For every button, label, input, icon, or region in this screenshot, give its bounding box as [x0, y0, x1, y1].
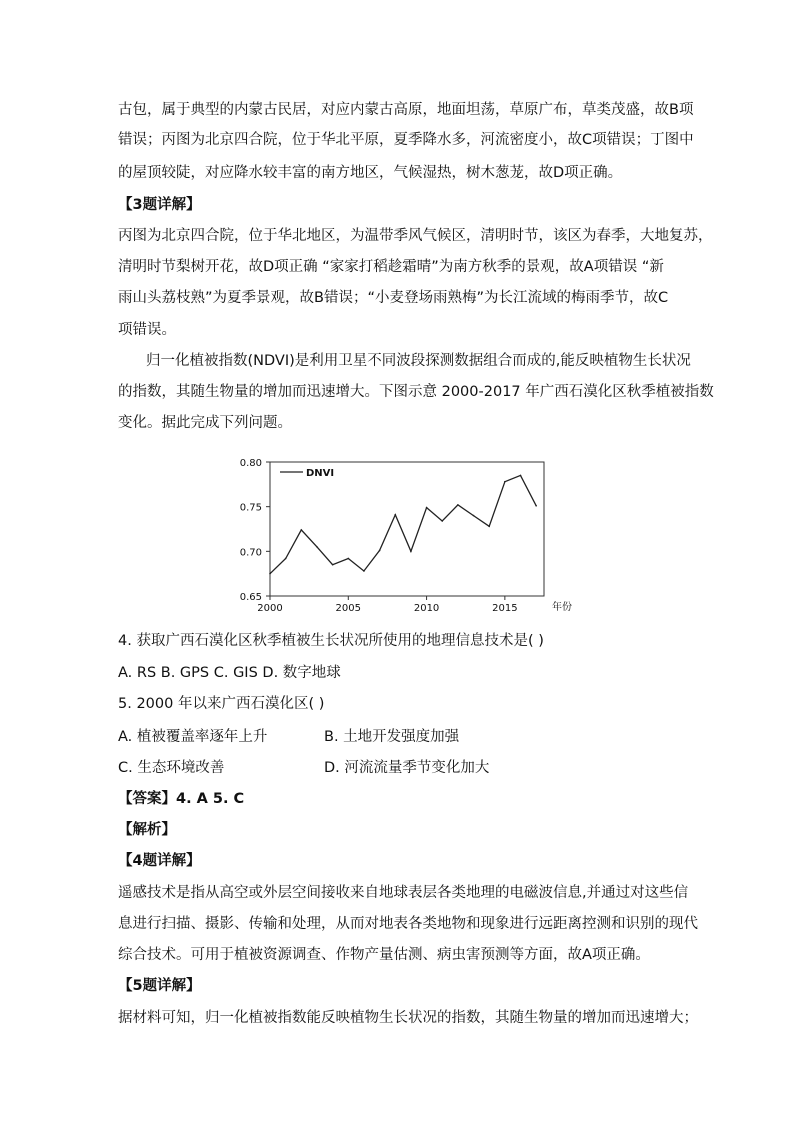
data-point	[394, 514, 396, 516]
section-heading: 【3题详解】	[118, 197, 201, 213]
paragraph-line: 综合技术。可用于植被资源调查、作物产量估测、病虫害预测等方面，故A项正确。	[118, 947, 650, 963]
material-line: 归一化植被指数(NDVI)是利用卫星不同波段探测数据组合而成的,能反映植物生长状况	[146, 353, 691, 369]
paragraph-line: 雨山头荔枝熟”为夏季景观，故B错误；“小麦登场雨熟梅”为长江流域的梅雨季节，故C	[118, 290, 669, 306]
legend-label: DNVI	[306, 468, 335, 479]
y-tick-label: 0.80	[239, 458, 262, 469]
question-5-option-c: C. 生态环境改善	[118, 760, 225, 776]
paragraph-line: 古包，属于典型的内蒙古民居，对应内蒙古高原，地面坦荡，草原广布，草类茂盛，故B项	[118, 102, 694, 118]
plot-frame	[270, 462, 544, 596]
data-point	[332, 564, 334, 566]
data-point	[301, 529, 303, 531]
data-point	[504, 481, 506, 483]
question-5-option-d: D. 河流流量季节变化加大	[324, 760, 490, 776]
question-5-option-a: A. 植被覆盖率逐年上升	[118, 729, 268, 745]
paragraph-line: 遥感技术是指从高空或外层空间接收来自地球表层各类地理的电磁波信息,并通过对这些信	[118, 885, 689, 901]
data-point	[535, 505, 537, 507]
paragraph-line: 项错误。	[118, 322, 176, 338]
data-point	[426, 507, 428, 509]
data-point	[473, 515, 475, 517]
series-line	[270, 475, 536, 573]
data-point	[441, 520, 443, 522]
analysis-heading: 【解析】	[118, 822, 176, 838]
y-tick-label: 0.70	[239, 547, 262, 559]
data-point	[269, 573, 271, 575]
x-tick-label: 2010	[413, 603, 440, 614]
series-group	[269, 475, 537, 575]
paragraph-line: 的屋顶较陡，对应降水较丰富的南方地区，气候湿热，树木葱茏，故D项正确。	[118, 165, 623, 181]
ndvi-line-chart	[228, 452, 598, 614]
data-point	[285, 558, 287, 560]
material-line: 变化。据此完成下列问题。	[118, 415, 292, 431]
x-tick-label: 2015	[492, 603, 518, 614]
paragraph-line: 息进行扫描、摄影、传输和处理，从而对地表各类地物和现象进行远距离控测和识别的现代	[118, 916, 698, 932]
x-tick-label: 2000	[257, 603, 283, 614]
paragraph-line: 丙图为北京四合院，位于华北地区，为温带季风气候区，清明时节，该区为春季，大地复苏，	[118, 228, 713, 244]
y-axis-ticks	[240, 458, 270, 603]
data-point	[457, 504, 459, 506]
material-line: 的指数，其随生物量的增加而迅速增大。下图示意 2000-2017 年广西石漠化区秋季植被指数	[118, 384, 714, 400]
data-point	[316, 546, 318, 548]
y-tick-label: 0.75	[239, 502, 262, 514]
x-axis-label: 年份	[552, 602, 572, 613]
data-point	[520, 475, 522, 477]
question-5: 5. 2000 年以来广西石漠化区( )	[118, 696, 325, 712]
data-point	[363, 570, 365, 572]
paragraph-line: 错误；丙图为北京四合院，位于华北平原，夏季降水多，河流密度小，故C项错误；丁图中	[118, 132, 694, 148]
data-point	[379, 550, 381, 552]
data-point	[488, 526, 490, 528]
x-axis-ticks	[257, 596, 517, 614]
question-4: 4. 获取广西石漠化区秋季植被生长状况所使用的地理信息技术是( )	[118, 633, 544, 649]
question-4-options: A. RS B. GPS C. GIS D. 数字地球	[118, 665, 341, 681]
y-tick-label: 0.65	[239, 592, 262, 603]
paragraph-line: 清明时节梨树开花，故D项正确 “家家打稻趁霜晴”为南方秋季的景观，故A项错误 “新	[118, 259, 664, 275]
chart-svg	[228, 452, 598, 614]
x-tick-label: 2005	[335, 603, 362, 614]
data-point	[347, 558, 349, 560]
answer-line: 【答案】4. A 5. C	[118, 791, 245, 807]
data-point	[410, 551, 412, 553]
paragraph-line: 据材料可知，归一化植被指数能反映植物生长状况的指数，其随生物量的增加而迅速增大；	[118, 1010, 698, 1026]
section-heading: 【4题详解】	[118, 853, 201, 869]
section-heading: 【5题详解】	[118, 978, 201, 994]
question-5-option-b: B. 土地开发强度加强	[324, 729, 460, 745]
